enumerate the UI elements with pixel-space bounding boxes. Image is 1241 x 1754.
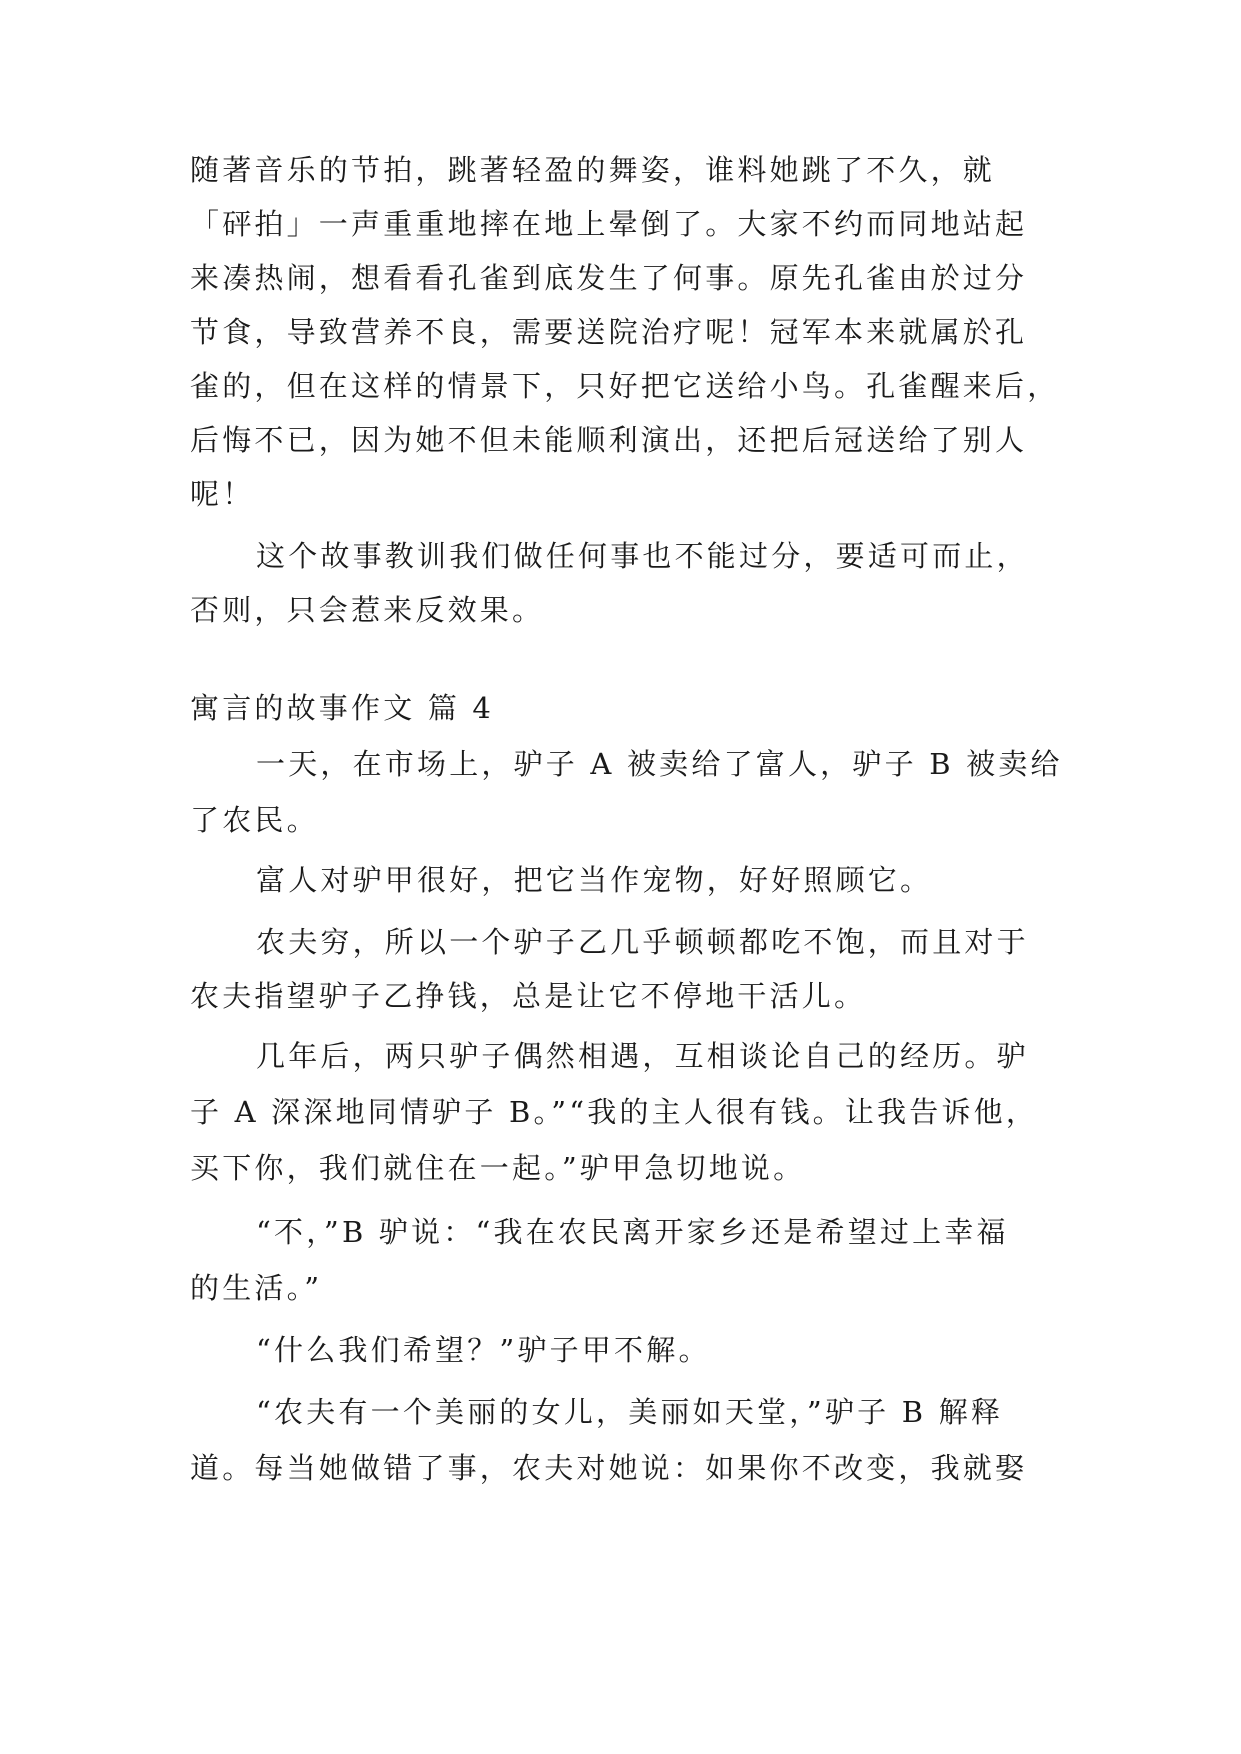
paragraph-2-line-1: 这个故事教训我们做任何事也不能过分，要适可而止， <box>256 539 1029 573</box>
paragraph-7-line-1: 几年后，两只驴子偶然相遇，互相谈论自己的经历。驴 <box>256 1039 1029 1073</box>
paragraph-4-line-2: 了农民。 <box>190 803 319 837</box>
paragraph-9-line-1: “什么我们希望？”驴子甲不解。 <box>256 1333 711 1367</box>
paragraph-7-line-2: 子 A 深深地同情驴子 B。”“我的主人很有钱。让我告诉他， <box>190 1095 1039 1129</box>
paragraph-5-line-1: 富人对驴甲很好，把它当作宠物，好好照顾它。 <box>256 863 933 897</box>
paragraph-1-line-2: 「砰拍」一声重重地摔在地上晕倒了。大家不约而同地站起 <box>190 207 1028 241</box>
paragraph-7-line-3: 买下你，我们就住在一起。”驴甲急切地说。 <box>190 1151 806 1185</box>
paragraph-1-line-4: 节食，导致营养不良，需要送院治疗呢！冠军本来就属於孔 <box>190 315 1028 349</box>
paragraph-6-line-1: 农夫穷，所以一个驴子乙几乎顿顿都吃不饱，而且对于 <box>256 925 1029 959</box>
paragraph-1-line-7: 呢！ <box>190 477 255 511</box>
paragraph-4-line-1: 一天，在市场上，驴子 A 被卖给了富人，驴子 B 被卖给 <box>256 747 1063 781</box>
paragraph-1-line-1: 随著音乐的节拍，跳著轻盈的舞姿，谁料她跳了不久，就 <box>190 153 996 187</box>
paragraph-1-line-3: 来凑热闹，想看看孔雀到底发生了何事。原先孔雀由於过分 <box>190 261 1028 295</box>
paragraph-8-line-2: 的生活。” <box>190 1271 323 1305</box>
paragraph-6-line-2: 农夫指望驴子乙挣钱，总是让它不停地干活儿。 <box>190 979 867 1013</box>
section-heading: 寓言的故事作文 篇 4 <box>190 691 495 725</box>
paragraph-2-line-2: 否则，只会惹来反效果。 <box>190 593 545 627</box>
paragraph-1-line-5: 雀的，但在这样的情景下，只好把它送给小鸟。孔雀醒来后， <box>190 369 1060 403</box>
paragraph-8-line-1: “不，”B 驴说：“我在农民离开家乡还是希望过上幸福 <box>256 1215 1009 1249</box>
paragraph-1-line-6: 后悔不已，因为她不但未能顺利演出，还把后冠送给了别人 <box>190 423 1028 457</box>
paragraph-10-line-1: “农夫有一个美丽的女儿，美丽如天堂，”驴子 B 解释 <box>256 1395 1004 1429</box>
paragraph-10-line-2: 道。每当她做错了事，农夫对她说：如果你不改变，我就娶 <box>190 1451 1028 1485</box>
